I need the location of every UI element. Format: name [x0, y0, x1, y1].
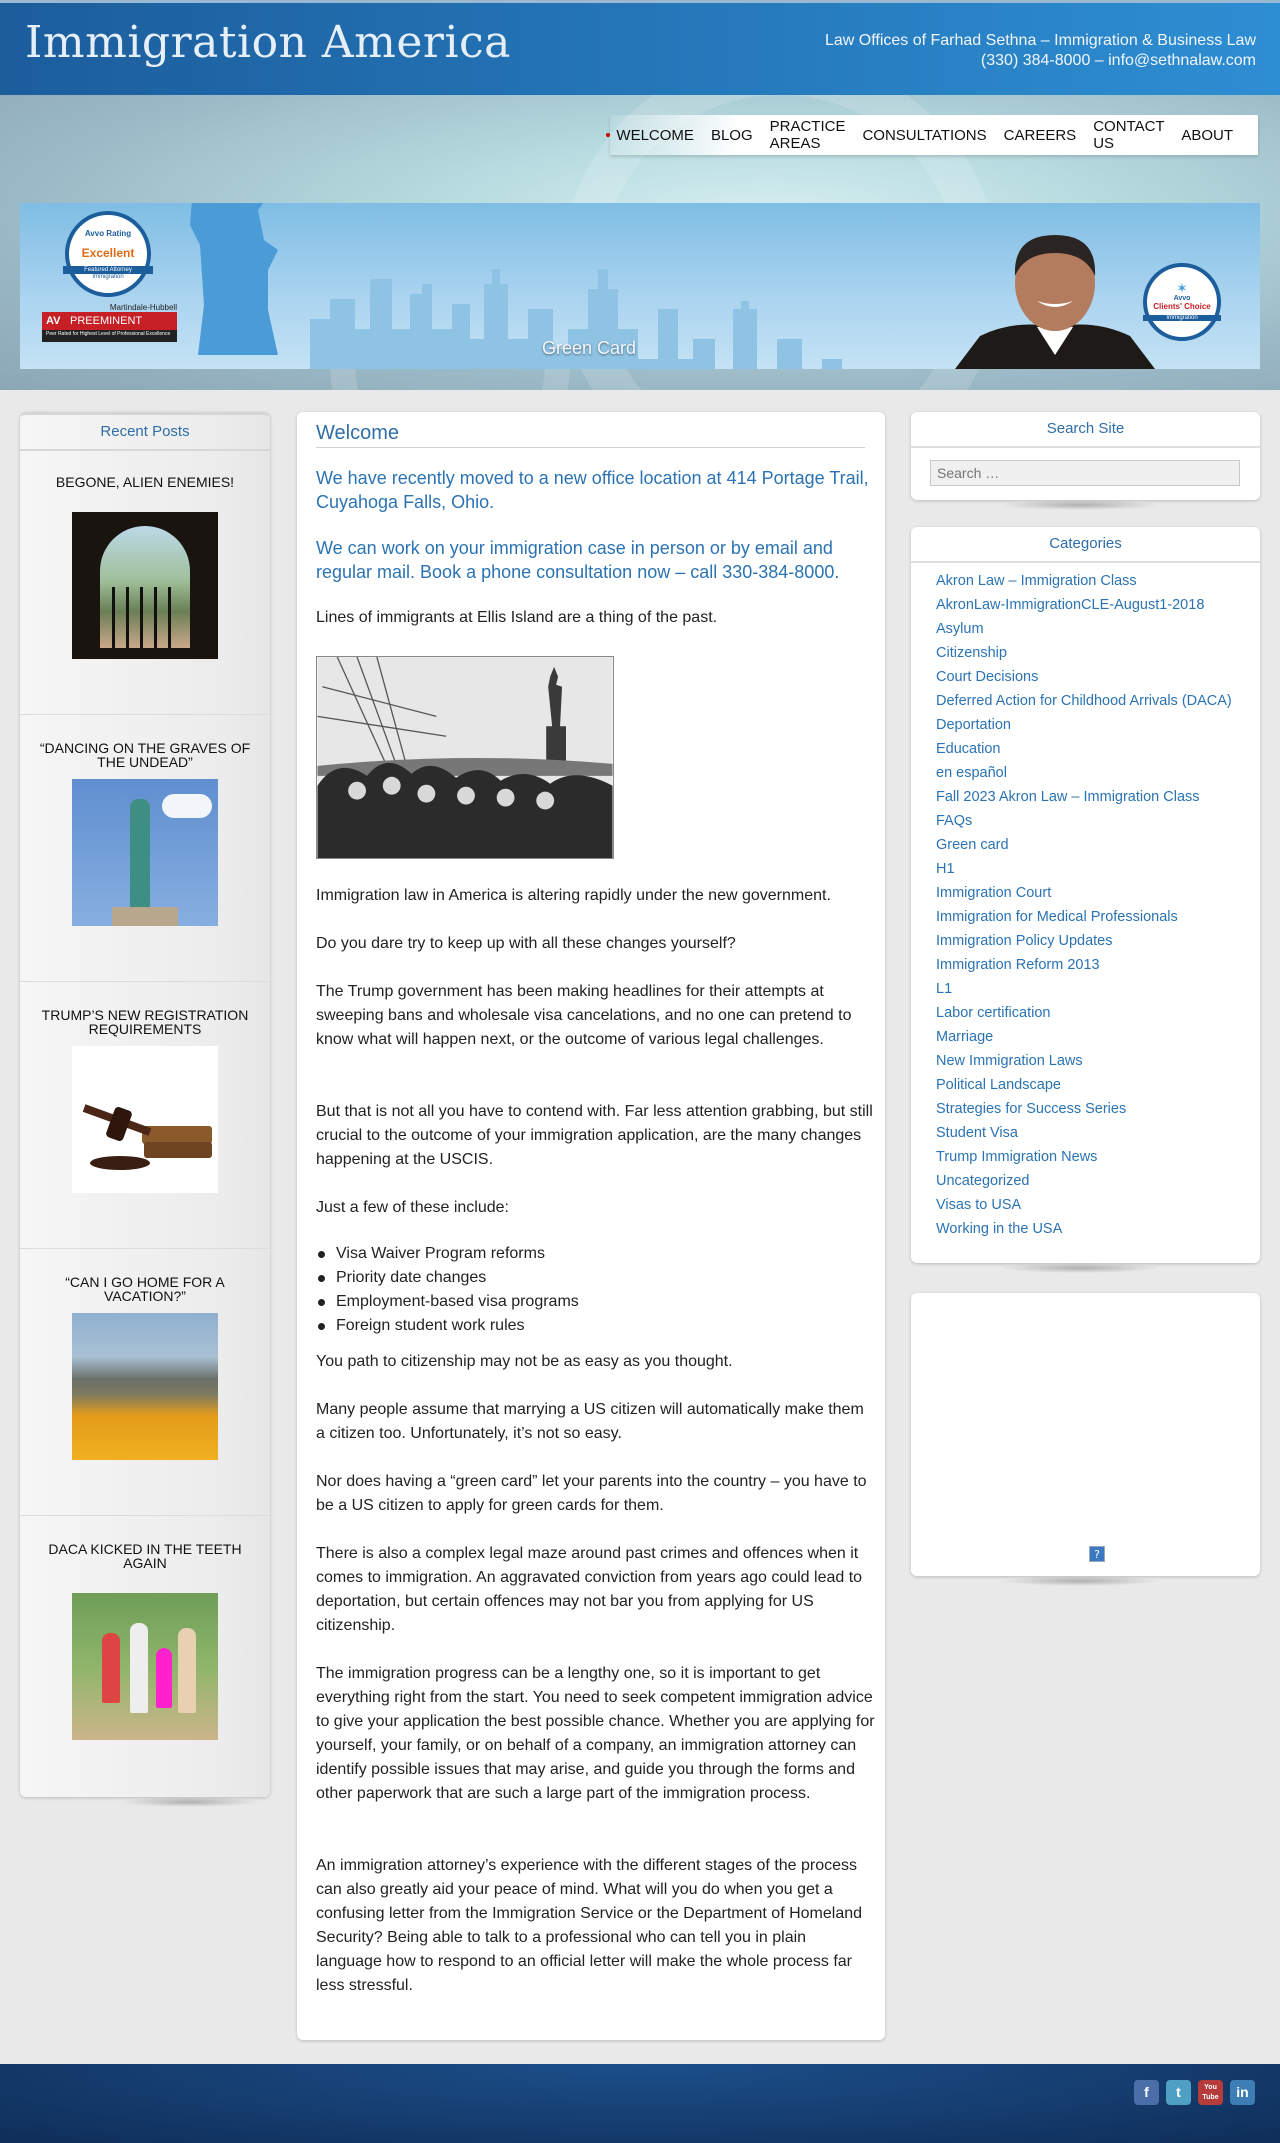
categories-widget [911, 527, 1260, 1263]
list-item: Visa Waiver Program reforms [316, 1242, 876, 1266]
category-link[interactable]: Immigration Court [936, 885, 1052, 901]
banner-caption: Green Card [542, 338, 637, 358]
recent-post [20, 1008, 270, 1193]
post-title-link[interactable]: BEGONE, ALIEN ENEMIES! [55, 474, 235, 490]
recent-post [20, 1542, 270, 1740]
main-content [297, 412, 885, 2040]
category-link[interactable]: Immigration Policy Updates [936, 933, 1113, 949]
site-footer [0, 2064, 1280, 2143]
phone-email[interactable]: (330) 384-8000 – info@sethnalaw.com [980, 52, 1256, 69]
post-thumbnail-family[interactable] [72, 1593, 218, 1740]
firm-name: Law Offices of Farhad Sethna – Immigration & Business Law [824, 32, 1256, 49]
category-link[interactable]: Working in the USA [936, 1221, 1063, 1237]
empty-widget [911, 1293, 1260, 1576]
ellis-island-illustration [316, 656, 614, 859]
header-contact-info [825, 31, 1256, 71]
statue-of-liberty-illustration [170, 203, 320, 369]
category-link[interactable]: Akron Law – Immigration Class [936, 573, 1137, 589]
category-link[interactable]: Immigration for Medical Professionals [936, 909, 1178, 925]
site-title[interactable]: Immigration America [25, 17, 511, 68]
category-link[interactable]: en español [936, 765, 1007, 781]
paragraph: An immigration attorney’s experience with the different stages of the process can also greatly aid your peace of mind. What will you do when you get a confusing letter from the Immigration Service or the Department of Homeland Security? Being able to talk to a professional who can tell you in plain language how to respond to an official letter will make the whole process far less stressful. [316, 1857, 863, 1994]
categories-list [936, 574, 1236, 1246]
recent-post [20, 475, 270, 659]
paragraph: Lines of immigrants at Ellis Island are a thing of the past. [316, 609, 718, 626]
site-header [0, 0, 1280, 95]
paragraph: The immigration progress can be a lengthy one, so it is important to get everything right from the start. You need to seek competent immigration advice to give your application the best possible chance. Whether you are applying for yourself, your family, or on behalf of a company, an immigration attorney can identify possible issues that may arise, and guide you through the forms and other paperwork that are such a large part of the immigration process. [316, 1665, 875, 1802]
martindale-badge[interactable]: Martindale-Hubbell AV PREEMINENT Peer Rated for Highest Level of Professional Excellence [42, 303, 177, 345]
category-link[interactable]: Deferred Action for Childhood Arrivals (DACA) [936, 693, 1232, 709]
recent-posts-sidebar [20, 412, 270, 1797]
search-input[interactable] [930, 460, 1240, 486]
category-link[interactable]: Labor certification [936, 1005, 1051, 1021]
list-item: Foreign student work rules [316, 1314, 876, 1338]
nav-about[interactable]: ABOUT [1181, 126, 1233, 144]
paragraph: Just a few of these include: [316, 1199, 509, 1216]
nav-practice-areas[interactable]: PRACTICE AREAS [769, 118, 846, 152]
category-link[interactable]: Deportation [936, 717, 1011, 733]
category-link[interactable]: FAQs [936, 813, 973, 829]
paragraph: But that is not all you have to contend with. Far less attention grabbing, but still crucial to the outcome of your immigration application, are the many changes happening at the USCIS. [316, 1103, 873, 1168]
category-link[interactable]: Fall 2023 Akron Law – Immigration Class [936, 789, 1200, 805]
attorney-portrait [955, 231, 1155, 369]
category-link[interactable]: AkronLaw-ImmigrationCLE-August1-2018 [936, 597, 1205, 613]
nav-welcome[interactable]: WELCOME [606, 127, 694, 144]
list-item: Employment-based visa programs [316, 1290, 876, 1314]
recent-post [20, 741, 270, 926]
recent-post [20, 1275, 270, 1460]
nav-blog[interactable]: BLOG [710, 126, 753, 144]
category-link[interactable]: New Immigration Laws [936, 1053, 1083, 1069]
broken-image-icon[interactable]: ? [1089, 1546, 1105, 1562]
post-thumbnail-arch-gate[interactable] [72, 512, 218, 659]
paragraph: Do you dare try to keep up with all these changes yourself? [316, 935, 736, 952]
category-link[interactable]: Strategies for Success Series [936, 1101, 1127, 1117]
page-title: Welcome [316, 422, 865, 448]
post-title-link[interactable]: “CAN I GO HOME FOR A VACATION?” [65, 1274, 225, 1304]
paragraph: Many people assume that marrying a US citizen will automatically make them a citizen too. Unfortunately, it’s not so easy. [316, 1401, 864, 1442]
avvo-rating-badge[interactable]: Avvo Rating Excellent Featured Attorney Immigration [65, 211, 151, 297]
category-link[interactable]: L1 [936, 981, 953, 997]
category-link[interactable]: Asylum [936, 621, 984, 637]
post-thumbnail-mountain-flowers[interactable] [72, 1313, 218, 1460]
av-logo-icon: AV [46, 315, 61, 327]
category-link[interactable]: Marriage [936, 1029, 994, 1045]
consultation-notice: We can work on your immigration case in person or by email and regular mail. Book a phone consultation now – call 330-384-8000. [316, 538, 840, 582]
post-title-link[interactable]: TRUMP’S NEW REGISTRATION REQUIREMENTS [41, 1007, 249, 1037]
changes-list [316, 1242, 876, 1338]
nav-consultations[interactable]: CONSULTATIONS [862, 126, 987, 144]
category-link[interactable]: Court Decisions [936, 669, 1039, 685]
categories-heading: Categories [911, 527, 1260, 563]
category-link[interactable]: Education [936, 741, 1001, 757]
search-heading: Search Site [911, 412, 1260, 448]
paragraph: Immigration law in America is altering rapidly under the new government. [316, 887, 831, 904]
post-thumbnail-statue[interactable] [72, 779, 218, 926]
category-link[interactable]: Political Landscape [936, 1077, 1061, 1093]
hero-banner [20, 203, 1260, 369]
facebook-icon[interactable]: f [1134, 2080, 1159, 2105]
post-title-link[interactable]: “DANCING ON THE GRAVES OF THE UNDEAD” [39, 740, 251, 770]
active-dot-icon [606, 133, 610, 137]
category-link[interactable]: Immigration Reform 2013 [936, 957, 1100, 973]
clients-choice-badge[interactable]: ✶ Avvo Clients' Choice Immigration [1138, 263, 1226, 351]
paragraph: The Trump government has been making headlines for their attempts at sweeping bans and wholesale visa cancelations, and no one can pretend to know what will happen next, or the outcome of various legal challenges. [316, 983, 852, 1048]
post-thumbnail-gavel[interactable] [72, 1046, 218, 1193]
category-link[interactable]: Green card [936, 837, 1009, 853]
paragraph: Nor does having a “green card” let your parents into the country – you have to be a US citizen to apply for green cards for them. [316, 1473, 867, 1514]
category-link[interactable]: Uncategorized [936, 1173, 1030, 1189]
category-link[interactable]: Student Visa [936, 1125, 1018, 1141]
search-widget [911, 412, 1260, 500]
paragraph: There is also a complex legal maze around past crimes and offences when it comes to immigration. An aggravated conviction from years ago could lead to deportation, but certain offences may not bar you from applying for US citizenship. [316, 1545, 863, 1634]
linkedin-icon[interactable]: in [1230, 2080, 1255, 2105]
category-link[interactable]: Trump Immigration News [936, 1149, 1098, 1165]
category-link[interactable]: Citizenship [936, 645, 1007, 661]
category-link[interactable]: H1 [936, 861, 955, 877]
nav-careers[interactable]: CAREERS [1003, 126, 1077, 144]
youtube-icon[interactable]: You Tube [1198, 2080, 1223, 2105]
category-link[interactable]: Visas to USA [936, 1197, 1022, 1213]
star-icon: ✶ [1176, 280, 1188, 296]
recent-posts-heading: Recent Posts [20, 415, 270, 451]
list-item: Priority date changes [316, 1266, 876, 1290]
main-navigation [610, 115, 1258, 155]
paragraph: You path to citizenship may not be as easy as you thought. [316, 1353, 733, 1370]
post-title-link[interactable]: DACA KICKED IN THE TEETH AGAIN [48, 1541, 242, 1571]
office-move-notice: We have recently moved to a new office location at 414 Portage Trail, Cuyahoga Falls, Ohio. [316, 468, 869, 512]
twitter-icon[interactable]: t [1166, 2080, 1191, 2105]
nav-contact-us[interactable]: CONTACT US [1093, 118, 1165, 152]
